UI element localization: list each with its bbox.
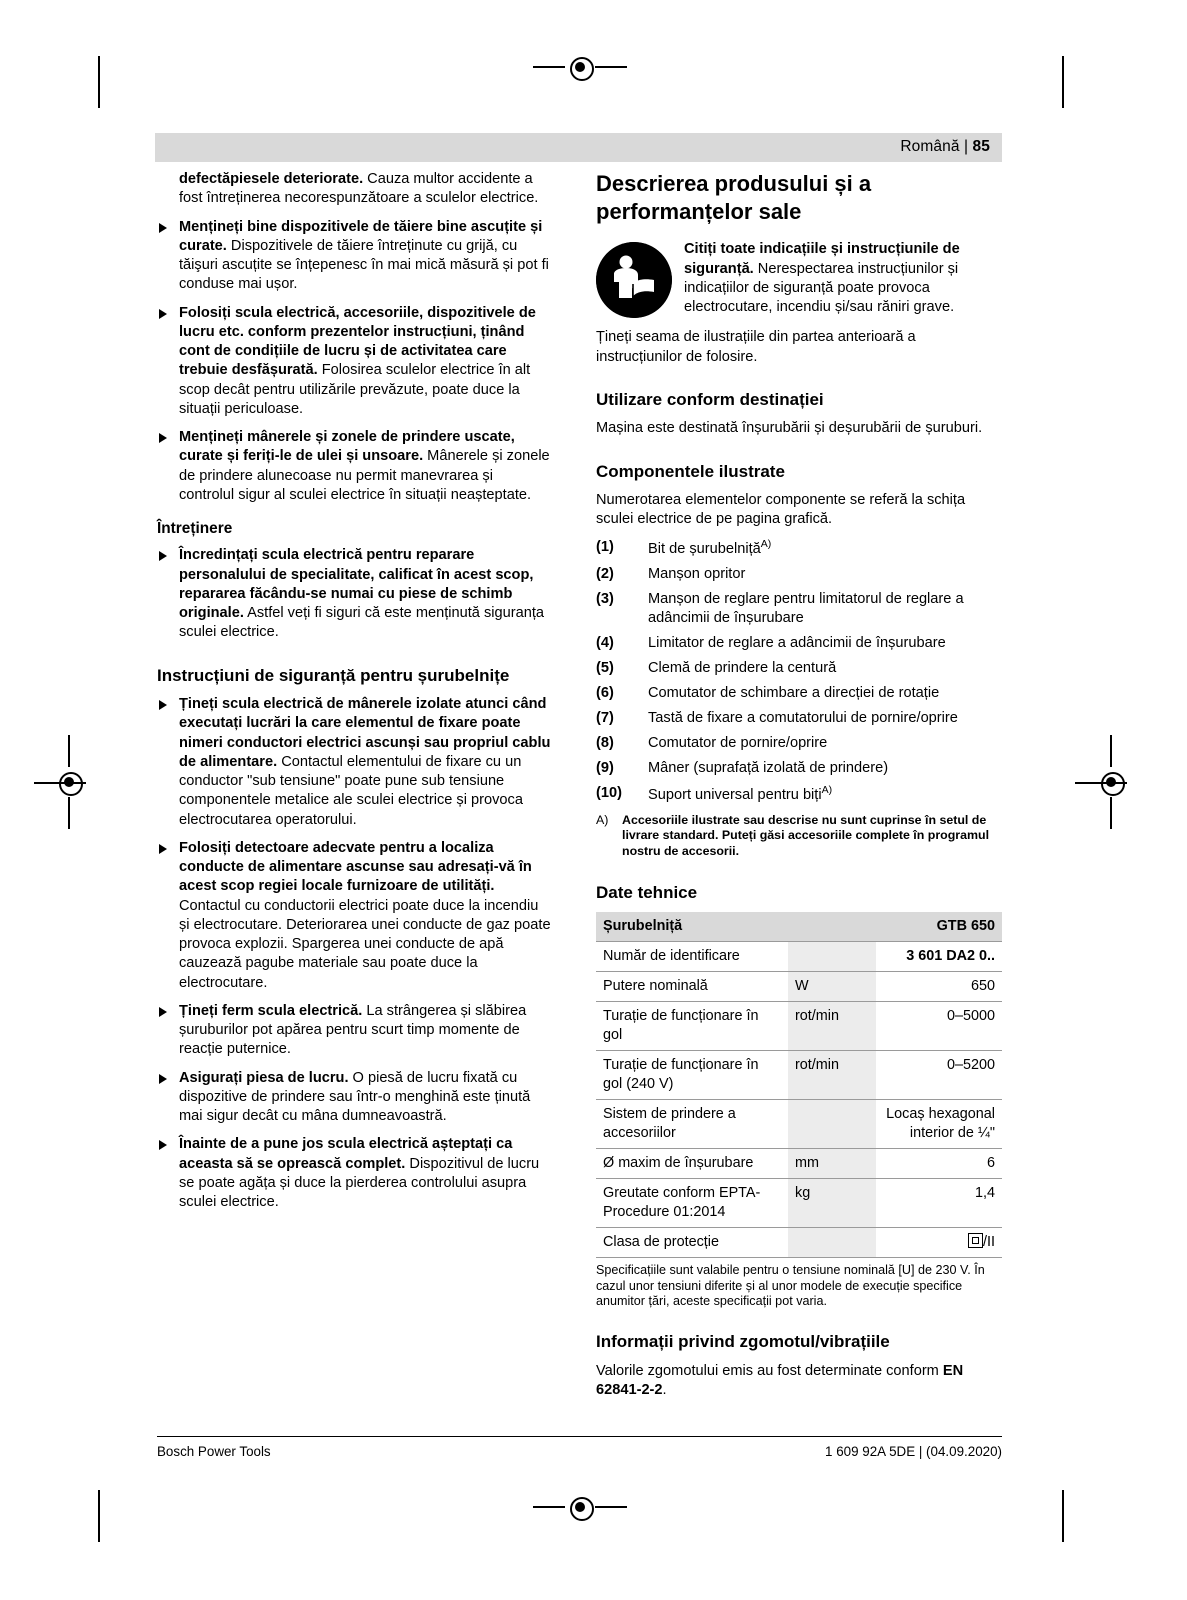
table-note: Specificațiile sunt valabile pentru o tensiune nominală [U] de 230 V. În cazul unor tensiuni diferite și al unor modele de execuție specifice anumitor țări, aceste specificații pot varia. — [596, 1263, 985, 1309]
triangle-bullet-icon — [159, 309, 167, 319]
registration-mark-right — [1098, 769, 1124, 795]
list-item — [157, 1069, 551, 1127]
safety-warning-block — [596, 240, 1002, 324]
triangle-bullet-icon — [159, 700, 167, 710]
header-page-number: 85 — [972, 138, 990, 155]
component-label — [648, 538, 1002, 559]
list-item — [596, 659, 1002, 678]
crop-mark-bottom-right — [1062, 1490, 1064, 1542]
noise-vibration-text — [596, 1362, 1002, 1401]
component-number: (10) — [596, 784, 622, 801]
component-label-text: Manșon opritor — [648, 566, 746, 583]
technical-data-heading: Date tehnice — [596, 882, 698, 902]
component-label-text: Clemă de prindere la centură — [648, 660, 837, 677]
list-item-text: Dispozitivul de lucru se poate agăța și duce la pierderea controlului asupra sculei electrice. — [179, 1155, 540, 1211]
list-item-bold: Înainte de a pune jos scula electrică așteptați ca aceasta să se oprească complet. — [179, 1136, 513, 1172]
components-heading: Componentele ilustrate — [596, 461, 785, 481]
component-label — [648, 684, 1002, 703]
list-item-bold: Mențineți mânerele și zonele de prindere uscate, curate și feriți-le de ulei și unsoare. — [179, 429, 515, 465]
list-item — [157, 1002, 551, 1060]
component-number: (4) — [596, 635, 614, 652]
row-value: 1,4 — [876, 1179, 1002, 1228]
row-label: Sistem de prindere a accesoriilor — [596, 1100, 788, 1149]
row-label: Număr de identificare — [596, 942, 788, 972]
table-row — [596, 942, 1002, 972]
list-item — [157, 546, 551, 642]
row-unit: rot/min — [788, 1051, 876, 1100]
noise-text-lead: Valorile zgomotului emis au fost determinate conform — [596, 1362, 943, 1379]
list-item-text: Contactul cu conductorii electrici poate duce la incendiu și electrocutare. Deteriorarea unei conducte de gaz poate provoca explozii. Spargerea unei conducte de apă cauzează pagube materiale sau poate duce la electrocutare. — [179, 897, 551, 991]
component-label — [648, 759, 1002, 778]
continued-bullet — [157, 170, 551, 209]
table-header-value: GTB 650 — [876, 912, 1002, 942]
right-column — [596, 170, 1002, 1409]
maintenance-heading: Întreținere — [157, 520, 233, 537]
component-number: (8) — [596, 735, 614, 752]
crop-mark-top-right — [1062, 56, 1064, 108]
components-intro: Numerotarea elementelor componente se referă la schița sculei electrice de pe pagina grafică. — [596, 491, 966, 528]
component-number: (6) — [596, 685, 614, 702]
accessories-footnote — [596, 813, 1002, 860]
component-number: (5) — [596, 660, 614, 677]
footnote-mark: A) — [596, 812, 609, 827]
table-row — [596, 1149, 1002, 1179]
row-unit — [788, 1228, 876, 1258]
noise-standard: EN 62841-2-2 — [596, 1362, 964, 1399]
row-value: 0–5000 — [876, 1002, 1002, 1051]
component-number: (1) — [596, 539, 614, 556]
row-unit — [788, 1100, 876, 1149]
table-row — [596, 1228, 1002, 1258]
components-list — [596, 538, 1002, 804]
list-item — [157, 1135, 551, 1212]
list-item-text: La strângerea și slăbirea șuruburilor pot apărea pentru scurt timp momente de reacție puternice. — [179, 1002, 527, 1058]
safety-instructions-heading: Instrucțiuni de siguranță pentru șurubelnițe — [157, 665, 510, 685]
row-unit — [788, 942, 876, 972]
page-title: Descrierea produsului și a performanțelor sale — [596, 171, 872, 225]
technical-data-table — [596, 912, 1002, 1258]
list-item-text: Astfel veți fi siguri că este menținută siguranța sculei electrice. — [179, 605, 545, 641]
list-item-bold: Folosiți detectoare adecvate pentru a localiza conducte de alimentare ascunse sau adresați-vă în acest scop regiei locale furnizoare de utilități. — [179, 839, 532, 895]
component-label — [648, 734, 1002, 753]
list-item — [596, 634, 1002, 653]
list-item-text: Contactul elementului de fixare cu un conductor "sub tensiune" poate pune sub tensiune componentele metalice ale sculei electrice și provoca electrocutarea operatorului. — [179, 753, 523, 828]
triangle-bullet-icon — [159, 1140, 167, 1150]
component-label — [648, 565, 1002, 584]
table-header-unit — [788, 912, 876, 942]
list-item — [596, 684, 1002, 703]
registration-mark-top — [567, 54, 593, 80]
row-value: 0–5200 — [876, 1051, 1002, 1100]
triangle-bullet-icon — [159, 551, 167, 561]
row-label: Greutate conform EPTA-Procedure 01:2014 — [596, 1179, 788, 1228]
component-label — [648, 634, 1002, 653]
continued-bullet-rest: Cauza multor accidente a fost întreținerea necorespunzătoare a sculelor electrice. — [179, 171, 539, 207]
crop-mark-bottom-left — [98, 1490, 100, 1542]
footer-right: 1 609 92A 5DE | (04.09.2020) — [825, 1444, 1002, 1459]
list-item — [157, 304, 551, 420]
noise-text-end: . — [662, 1382, 667, 1399]
triangle-bullet-icon — [159, 1074, 167, 1084]
list-item — [157, 695, 551, 830]
list-item — [596, 734, 1002, 753]
crop-mark-top-left — [98, 56, 100, 108]
row-unit: kg — [788, 1179, 876, 1228]
protection-class-ii-icon — [968, 1233, 983, 1248]
table-row — [596, 1002, 1002, 1051]
row-value: 650 — [876, 972, 1002, 1002]
table-row — [596, 972, 1002, 1002]
component-label-text: Mâner (suprafață izolată de prindere) — [648, 760, 889, 777]
safety-warning-bold: Citiți toate indicațiile și instrucțiunile de siguranță. — [684, 241, 960, 277]
list-item-bold: Încredințați scula electrică pentru reparare personalului de specialitate, calificat în acest scop, repararea făcându-se numai cu piese de schimb originale. — [179, 547, 534, 622]
triangle-bullet-icon — [159, 844, 167, 854]
registration-mark-left — [56, 769, 82, 795]
row-label: Putere nominală — [596, 972, 788, 1002]
read-manual-warning-icon — [596, 242, 672, 318]
intended-use-text: Mașina este destinată înșurubării și deșurubării de șuruburi. — [596, 420, 983, 437]
safety-warning-rest: Nerespectarea instrucțiunilor și indicațiilor de siguranță poate provoca electrocutare, incendiu și/sau răniri grave. — [684, 260, 959, 316]
registration-mark-bottom — [567, 1494, 593, 1520]
table-row — [596, 1100, 1002, 1149]
page-header-band — [155, 133, 1002, 162]
row-label: Turație de funcționare în gol — [596, 1002, 788, 1051]
list-item-bold: Țineți ferm scula electrică. — [179, 1002, 363, 1019]
list-item — [596, 565, 1002, 584]
component-number: (7) — [596, 710, 614, 727]
list-item — [157, 428, 551, 505]
intended-use-heading: Utilizare conform destinației — [596, 389, 824, 409]
list-item — [596, 784, 1002, 805]
component-number: (2) — [596, 566, 614, 583]
illustration-note: Țineți seama de ilustrațiile din partea anterioară a instrucțiunilor de folosire. — [596, 329, 916, 365]
row-label: Turație de funcționare în gol (240 V) — [596, 1051, 788, 1100]
component-label-text: Limitator de reglare a adâncimii de înșurubare — [648, 635, 946, 652]
component-number: (3) — [596, 591, 614, 608]
component-footnote-mark: A) — [821, 783, 833, 796]
component-label — [648, 784, 1002, 805]
table-header-row — [596, 912, 1002, 942]
component-label — [648, 590, 1002, 628]
row-value-protection — [876, 1228, 1002, 1258]
list-item — [157, 839, 551, 993]
list-item — [596, 759, 1002, 778]
table-row — [596, 1051, 1002, 1100]
component-label-text: Suport universal pentru biți — [648, 786, 822, 803]
left-column — [157, 170, 551, 1221]
row-value-text: /II — [983, 1234, 995, 1251]
row-value: 3 601 DA2 0.. — [876, 942, 1002, 972]
row-value: Locaș hexagonal interior de ¼" — [876, 1100, 1002, 1149]
list-item-bold: Asigurați piesa de lucru. — [179, 1069, 349, 1086]
component-footnote-mark: A) — [760, 538, 772, 551]
component-label-text: Manșon de reglare pentru limitatorul de reglare a adâncimii de înșurubare — [648, 591, 964, 627]
component-label-text: Comutator de pornire/oprire — [648, 735, 828, 752]
list-item-bold: Țineți scula electrică de mânerele izolate atunci când executați lucrări la care elementul de fixare poate nimeri conductori electrici ascunși sau propriul cablu de alimentare. — [179, 696, 551, 770]
footer-left: Bosch Power Tools — [157, 1444, 271, 1459]
table-header-label: Șurubelniță — [596, 912, 788, 942]
header-separator: | — [963, 138, 969, 155]
list-item — [596, 590, 1002, 628]
component-label-text: Tastă de fixare a comutatorului de pornire/oprire — [648, 710, 958, 727]
list-item-text: Folosirea sculelor electrice în alt scop decât pentru utilizările prevăzute, poate duce la situații periculoase. — [179, 362, 531, 417]
list-item-text: Mânerele și zonele de prindere alunecoase nu permit manevrarea și controlul sigur al sculei electrice în situații neașteptate. — [179, 448, 550, 503]
row-value: 6 — [876, 1149, 1002, 1179]
row-unit: W — [788, 972, 876, 1002]
component-label — [648, 659, 1002, 678]
row-label: Ø maxim de înșurubare — [596, 1149, 788, 1179]
row-label: Clasa de protecție — [596, 1228, 788, 1258]
page-footer — [157, 1436, 1002, 1459]
component-label-text: Comutator de schimbare a direcției de rotație — [648, 685, 940, 702]
noise-vibration-heading: Informații privind zgomotul/vibrațiile — [596, 1332, 890, 1352]
list-item-text: O piesă de lucru fixată cu dispozitive de prindere sau într-o menghină este ținută mai sigur decât cu mâna dumneavoastră. — [179, 1069, 531, 1125]
list-item — [596, 709, 1002, 728]
page-header-text — [900, 138, 990, 156]
component-label — [648, 709, 1002, 728]
row-unit: mm — [788, 1149, 876, 1179]
component-number: (9) — [596, 760, 614, 777]
table-row — [596, 1179, 1002, 1228]
list-item-text: Dispozitivele de tăiere întreținute cu grijă, cu tăişuri ascuțite se înțepenesc în mai mică măsură și pot fi conduse mai ușor. — [179, 237, 549, 293]
continued-bullet-bold: defectăpiesele deteriorate. — [179, 171, 364, 187]
triangle-bullet-icon — [159, 223, 167, 233]
footnote-text: Accesoriile ilustrate sau descrise nu sunt cuprinse în setul de livrare standard. Puteți găsi accesoriile complete în programul nostru de accesorii. — [622, 812, 990, 859]
header-language: Română — [900, 138, 960, 155]
list-item — [596, 538, 1002, 559]
component-label-text: Bit de șurubelniță — [648, 541, 761, 558]
list-item-bold: Folosiți scula electrică, accesoriile, dispozitivele de lucru etc. conform prezentelor instrucțiuni, ținând cont de condițiile de lucru și de activitatea care trebuie desfășurată. — [179, 304, 536, 379]
triangle-bullet-icon — [159, 433, 167, 443]
list-item-bold: Mențineți bine dispozitivele de tăiere bine ascuțite și curate. — [179, 218, 543, 254]
list-item — [157, 218, 551, 295]
triangle-bullet-icon — [159, 1007, 167, 1017]
row-unit: rot/min — [788, 1002, 876, 1051]
